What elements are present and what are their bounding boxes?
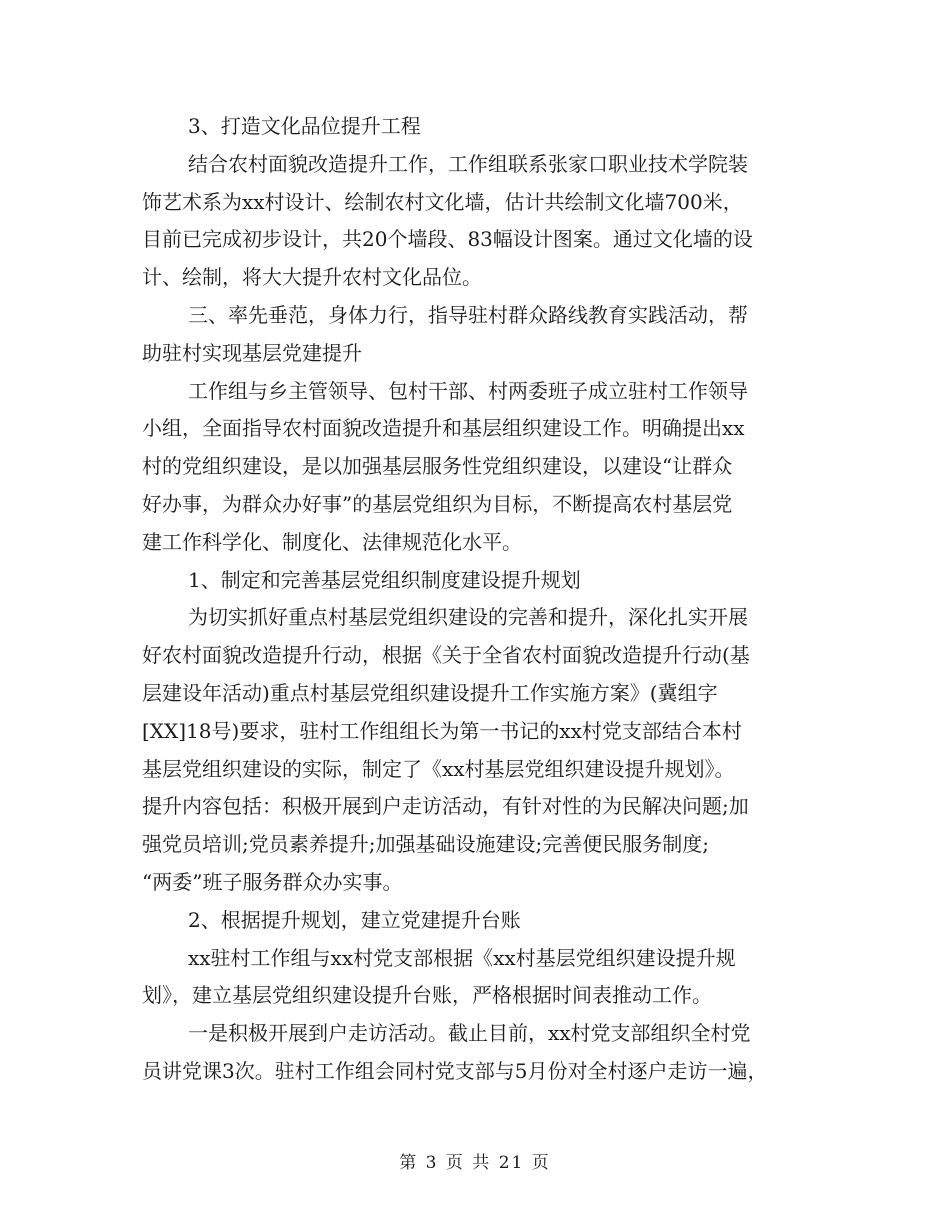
- section-heading: 2、根据提升规划，建立党建提升台账: [188, 907, 521, 932]
- document-body: [142, 108, 812, 1091]
- page-number-footer: 第 3 页 共 21 页: [399, 1153, 551, 1173]
- paragraph-line: 划》，建立基层党组织建设提升台账，严格根据时间表推动工作。: [142, 983, 712, 1008]
- paragraph-line: 结合农村面貌改造提升工作，工作组联系张家口职业技术学院装: [188, 151, 748, 176]
- paragraph-line: 员讲党课3次。驻村工作组会同村党支部与5月份对全村逐户走访一遍，: [142, 1058, 768, 1083]
- paragraph-line: 为切实抓好重点村基层党组织建设的完善和提升，深化扎实开展: [188, 605, 748, 630]
- section-heading: 3、打造文化品位提升工程: [188, 114, 421, 138]
- paragraph-line: 提升内容包括：积极开展到户走访活动，有针对性的为民解决问题;加: [142, 794, 749, 819]
- paragraph-line: 一是积极开展到户走访活动。截止目前，xx村党支部组织全村党: [188, 1021, 751, 1046]
- paragraph-line: 村的党组织建设，是以加强基层服务性党组织建设，以建设“让群众: [142, 454, 733, 479]
- paragraph-line: 工作组与乡主管领导、包村干部、村两委班子成立驻村工作领导: [188, 378, 748, 403]
- paragraph-line: [XX]18号)要求，驻村工作组组长为第一书记的xx村党支部结合本村: [142, 718, 742, 743]
- paragraph-line: xx驻村工作组与xx村党支部根据《xx村基层党组织建设提升规: [188, 945, 736, 970]
- paragraph-line: 目前已完成初步设计，共20个墙段、83幅设计图案。通过文化墙的设: [142, 227, 753, 252]
- paragraph-line: 计、绘制，将大大提升农村文化品位。: [142, 265, 482, 290]
- paragraph-line: “两委”班子服务群众办实事。: [142, 869, 403, 894]
- paragraph-line: 小组，全面指导农村面貌改造提升和基层组织建设工作。明确提出xx: [142, 416, 745, 441]
- paragraph-line: 建工作科学化、制度化、法律规范化水平。: [142, 529, 522, 554]
- paragraph-line: 强党员培训;党员素养提升;加强基础设施建设;完善便民服务制度;: [142, 832, 709, 857]
- section-heading: 三、率先垂范，身体力行，指导驻村群众路线教育实践活动，帮: [188, 302, 748, 327]
- section-heading: 助驻村实现基层党建提升: [142, 340, 362, 365]
- paragraph-line: 基层党组织建设的实际，制定了《xx村基层党组织建设提升规划》。: [142, 756, 735, 781]
- paragraph-line: 好农村面貌改造提升行动，根据《关于全省农村面貌改造提升行动(基: [142, 643, 750, 668]
- paragraph-line: 饰艺术系为xx村设计、绘制农村文化墙，估计共绘制文化墙700米，: [142, 189, 743, 214]
- paragraph-line: 层建设年活动)重点村基层党组织建设提升工作实施方案》(冀组字: [142, 680, 718, 705]
- section-heading: 1、制定和完善基层党组织制度建设提升规划: [188, 567, 581, 592]
- paragraph-line: 好办事，为群众办好事”的基层党组织为目标，不断提高农村基层党: [142, 491, 733, 516]
